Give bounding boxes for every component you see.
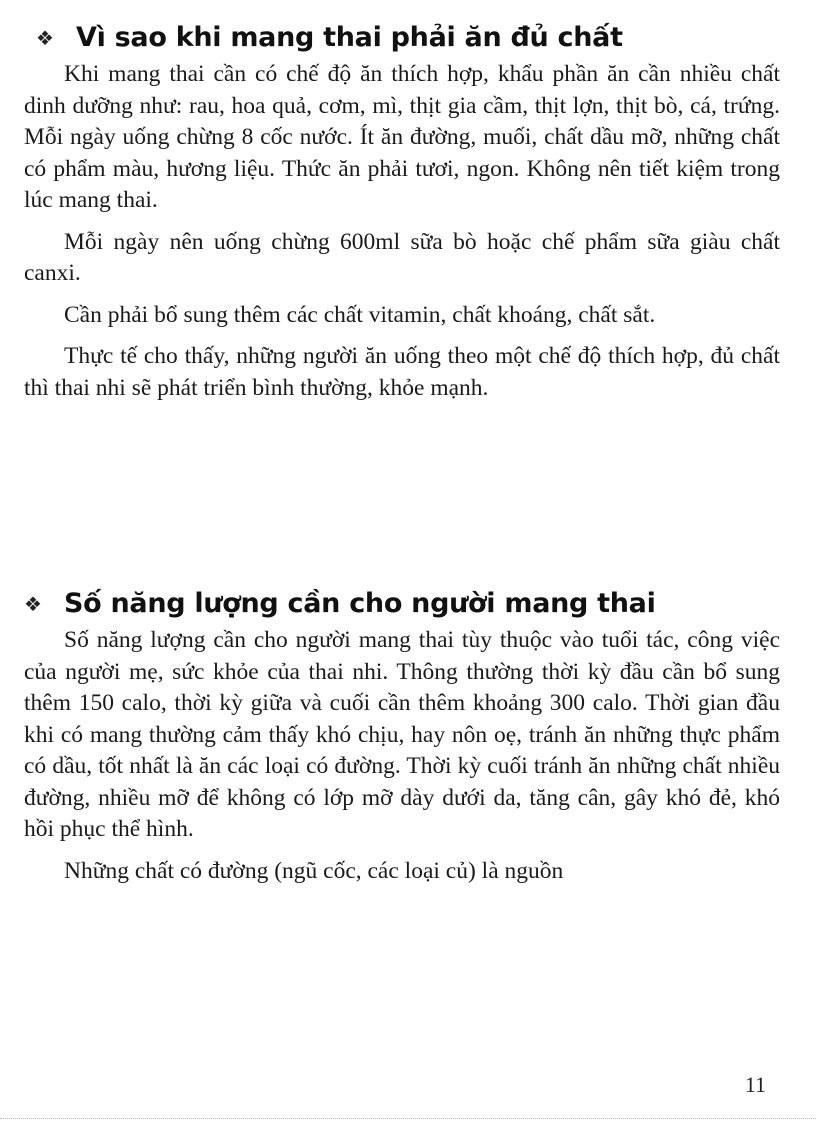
heading-text: Số năng lượng cần cho người mang thai [64, 588, 656, 619]
paragraph: Số năng lượng cần cho người mang thai tùy thuộc vào tuổi tác, công việc của người mẹ, sức khỏe của thai nhi. Thông thường thời kỳ đầu cần bổ sung thêm 150 calo, thời kỳ giữa và cuối cần thêm khoảng 300 calo. Thời gian đầu khi có mang thường cảm thấy khó chịu, hay nôn oẹ, tránh ăn những thực phẩm có dầu, tốt nhất là ăn các loại có đường. Thời kỳ cuối tránh ăn những chất nhiều đường, nhiều mỡ để không có lớp mỡ dày dưới da, tăng cân, gây khó đẻ, khó hồi phục thể hình. [24, 627, 780, 842]
bottom-divider [0, 1118, 816, 1119]
paragraph: Cần phải bổ sung thêm các chất vitamin, chất khoáng, chất sắt. [64, 301, 656, 328]
section-heading [24, 22, 780, 53]
diamond-bullet-icon: ❖ [36, 25, 54, 50]
page-number: 11 [744, 1072, 766, 1097]
section-why-eat-enough-nutrients [24, 22, 780, 414]
section-energy-needed [24, 588, 780, 897]
paragraph: Những chất có đường (ngũ cốc, các loại củ) là nguồn [64, 857, 564, 884]
paragraph: Mỗi ngày nên uống chừng 600ml sữa bò hoặc chế phẩm sữa giàu chất canxi. [24, 228, 780, 286]
heading-text: Vì sao khi mang thai phải ăn đủ chất [76, 22, 623, 53]
paragraph: Khi mang thai cần có chế độ ăn thích hợp, khẩu phần ăn cần nhiều chất dinh dưỡng như: rau, hoa quả, cơm, mì, thịt gia cầm, thịt lợn, thịt bò, cá, trứng. Mỗi ngày uống chừng 8 cốc nước. Ít ăn đường, muối, chất dầu mỡ, những chất có phẩm màu, hương liệu. Thức ăn phải tươi, ngon. Không nên tiết kiệm trong lúc mang thai. [24, 61, 780, 213]
paragraph: Thực tế cho thấy, những người ăn uống theo một chế độ thích hợp, đủ chất thì thai nhi sẽ phát triển bình thường, khỏe mạnh. [24, 343, 780, 401]
section-heading [24, 588, 780, 619]
diamond-bullet-icon: ❖ [24, 591, 42, 616]
